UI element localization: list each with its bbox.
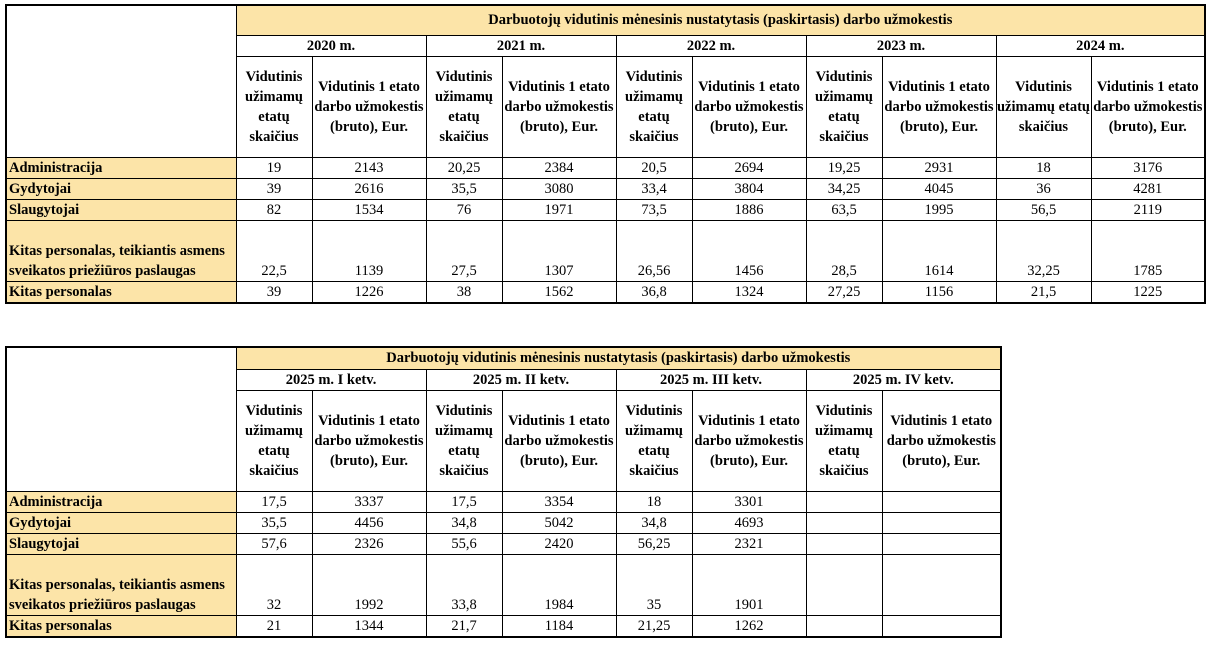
cell-salary: 2119 (1091, 199, 1205, 220)
cell-salary: 2321 (692, 533, 806, 554)
corner-cell (6, 5, 236, 157)
table-row (6, 178, 1205, 199)
cell-fte: 82 (236, 199, 312, 220)
col-header-salary: Vidutinis 1 etato darbo užmokestis (bruto), Eur. (1091, 56, 1205, 157)
table-row (6, 512, 1001, 533)
col-header-salary: Vidutinis 1 etato darbo užmokestis (bruto), Eur. (692, 56, 806, 157)
cell-fte: 35,5 (236, 512, 312, 533)
cell-fte: 26,56 (616, 220, 692, 281)
cell-fte: 34,8 (616, 512, 692, 533)
cell-salary: 1156 (882, 281, 996, 303)
cell-fte: 39 (236, 281, 312, 303)
cell-fte (806, 491, 882, 512)
cell-fte (806, 554, 882, 615)
period-header: 2023 m. (806, 35, 996, 56)
cell-salary: 1886 (692, 199, 806, 220)
table-row (6, 157, 1205, 178)
cell-salary: 5042 (502, 512, 616, 533)
cell-fte: 21 (236, 615, 312, 637)
period-header: 2025 m. I ketv. (236, 369, 426, 390)
cell-fte: 35 (616, 554, 692, 615)
cell-salary: 4045 (882, 178, 996, 199)
cell-salary: 3080 (502, 178, 616, 199)
table-row (6, 533, 1001, 554)
cell-salary: 3354 (502, 491, 616, 512)
cell-fte: 27,25 (806, 281, 882, 303)
cell-fte: 18 (616, 491, 692, 512)
col-header-fte: Vidutinis užimamų etatų skaičius (996, 56, 1091, 157)
cell-fte (806, 512, 882, 533)
col-header-fte: Vidutinis užimamų etatų skaičius (616, 56, 692, 157)
row-label: Kitas personalas (6, 615, 236, 637)
cell-salary: 1992 (312, 554, 426, 615)
col-header-fte: Vidutinis užimamų etatų skaičius (806, 56, 882, 157)
cell-salary: 1262 (692, 615, 806, 637)
cell-salary: 1307 (502, 220, 616, 281)
table-row (6, 199, 1205, 220)
cell-salary: 1225 (1091, 281, 1205, 303)
cell-fte: 33,4 (616, 178, 692, 199)
cell-fte: 32 (236, 554, 312, 615)
cell-salary: 1971 (502, 199, 616, 220)
col-header-salary: Vidutinis 1 etato darbo užmokestis (bruto), Eur. (692, 390, 806, 491)
cell-salary (882, 615, 1001, 637)
cell-salary: 3301 (692, 491, 806, 512)
cell-fte (806, 533, 882, 554)
table-row (6, 220, 1205, 281)
row-label: Gydytojai (6, 512, 236, 533)
cell-salary: 4456 (312, 512, 426, 533)
cell-salary: 4281 (1091, 178, 1205, 199)
period-header: 2024 m. (996, 35, 1205, 56)
cell-fte: 34,8 (426, 512, 502, 533)
cell-salary: 2384 (502, 157, 616, 178)
corner-cell (6, 347, 236, 491)
col-header-salary: Vidutinis 1 etato darbo užmokestis (bruto), Eur. (882, 390, 1001, 491)
table-row (6, 281, 1205, 303)
col-header-salary: Vidutinis 1 etato darbo užmokestis (bruto), Eur. (312, 56, 426, 157)
cell-fte: 39 (236, 178, 312, 199)
period-header: 2025 m. II ketv. (426, 369, 616, 390)
cell-salary: 3337 (312, 491, 426, 512)
table-row (6, 491, 1001, 512)
cell-salary: 1995 (882, 199, 996, 220)
row-label: Kitas personalas (6, 281, 236, 303)
row-label: Slaugytojai (6, 533, 236, 554)
cell-salary (882, 512, 1001, 533)
cell-fte: 35,5 (426, 178, 502, 199)
cell-salary: 1562 (502, 281, 616, 303)
cell-salary: 1534 (312, 199, 426, 220)
cell-salary: 3176 (1091, 157, 1205, 178)
cell-fte: 32,25 (996, 220, 1091, 281)
cell-salary (882, 533, 1001, 554)
cell-fte: 27,5 (426, 220, 502, 281)
cell-fte: 38 (426, 281, 502, 303)
cell-salary: 1614 (882, 220, 996, 281)
cell-fte: 17,5 (236, 491, 312, 512)
cell-salary: 1984 (502, 554, 616, 615)
cell-salary: 1184 (502, 615, 616, 637)
cell-salary (882, 491, 1001, 512)
row-label: Administracija (6, 157, 236, 178)
cell-fte: 18 (996, 157, 1091, 178)
period-header: 2021 m. (426, 35, 616, 56)
cell-fte: 63,5 (806, 199, 882, 220)
salary-table-2025-quarters (5, 346, 1002, 638)
col-header-fte: Vidutinis užimamų etatų skaičius (236, 56, 312, 157)
cell-salary: 1901 (692, 554, 806, 615)
cell-fte: 56,25 (616, 533, 692, 554)
col-header-salary: Vidutinis 1 etato darbo užmokestis (bruto), Eur. (502, 56, 616, 157)
cell-fte: 21,5 (996, 281, 1091, 303)
cell-fte: 19 (236, 157, 312, 178)
cell-salary: 2694 (692, 157, 806, 178)
period-header: 2025 m. III ketv. (616, 369, 806, 390)
cell-fte: 22,5 (236, 220, 312, 281)
cell-salary: 1139 (312, 220, 426, 281)
cell-salary: 1226 (312, 281, 426, 303)
period-header: 2022 m. (616, 35, 806, 56)
cell-salary: 1456 (692, 220, 806, 281)
cell-salary: 1344 (312, 615, 426, 637)
row-label: Administracija (6, 491, 236, 512)
period-header: 2020 m. (236, 35, 426, 56)
cell-fte: 33,8 (426, 554, 502, 615)
col-header-fte: Vidutinis užimamų etatų skaičius (426, 56, 502, 157)
col-header-fte: Vidutinis užimamų etatų skaičius (616, 390, 692, 491)
cell-fte: 55,6 (426, 533, 502, 554)
row-label: Kitas personalas, teikiantis asmens sveikatos priežiūros paslaugas (6, 554, 236, 615)
cell-fte (806, 615, 882, 637)
cell-fte: 20,5 (616, 157, 692, 178)
col-header-fte: Vidutinis užimamų etatų skaičius (426, 390, 502, 491)
cell-fte: 17,5 (426, 491, 502, 512)
cell-salary: 2143 (312, 157, 426, 178)
cell-salary: 1324 (692, 281, 806, 303)
col-header-fte: Vidutinis užimamų etatų skaičius (806, 390, 882, 491)
col-header-salary: Vidutinis 1 etato darbo užmokestis (bruto), Eur. (312, 390, 426, 491)
table-title: Darbuotojų vidutinis mėnesinis nustatytasis (paskirtasis) darbo užmokestis (236, 5, 1205, 35)
table-row (6, 554, 1001, 615)
cell-fte: 20,25 (426, 157, 502, 178)
cell-fte: 28,5 (806, 220, 882, 281)
cell-salary: 1785 (1091, 220, 1205, 281)
cell-fte: 34,25 (806, 178, 882, 199)
cell-fte: 19,25 (806, 157, 882, 178)
col-header-salary: Vidutinis 1 etato darbo užmokestis (bruto), Eur. (882, 56, 996, 157)
salary-table-2020-2024 (5, 4, 1206, 304)
cell-salary: 2616 (312, 178, 426, 199)
row-label: Slaugytojai (6, 199, 236, 220)
period-header: 2025 m. IV ketv. (806, 369, 1001, 390)
cell-fte: 21,7 (426, 615, 502, 637)
cell-salary: 2326 (312, 533, 426, 554)
row-label: Gydytojai (6, 178, 236, 199)
row-label: Kitas personalas, teikiantis asmens sveikatos priežiūros paslaugas (6, 220, 236, 281)
cell-salary: 2420 (502, 533, 616, 554)
table-row (6, 615, 1001, 637)
cell-salary: 4693 (692, 512, 806, 533)
cell-fte: 73,5 (616, 199, 692, 220)
cell-salary (882, 554, 1001, 615)
cell-salary: 3804 (692, 178, 806, 199)
cell-salary: 2931 (882, 157, 996, 178)
cell-fte: 21,25 (616, 615, 692, 637)
cell-fte: 57,6 (236, 533, 312, 554)
table-title: Darbuotojų vidutinis mėnesinis nustatytasis (paskirtasis) darbo užmokestis (236, 347, 1001, 369)
col-header-fte: Vidutinis užimamų etatų skaičius (236, 390, 312, 491)
cell-fte: 56,5 (996, 199, 1091, 220)
cell-fte: 76 (426, 199, 502, 220)
cell-fte: 36 (996, 178, 1091, 199)
col-header-salary: Vidutinis 1 etato darbo užmokestis (bruto), Eur. (502, 390, 616, 491)
cell-fte: 36,8 (616, 281, 692, 303)
